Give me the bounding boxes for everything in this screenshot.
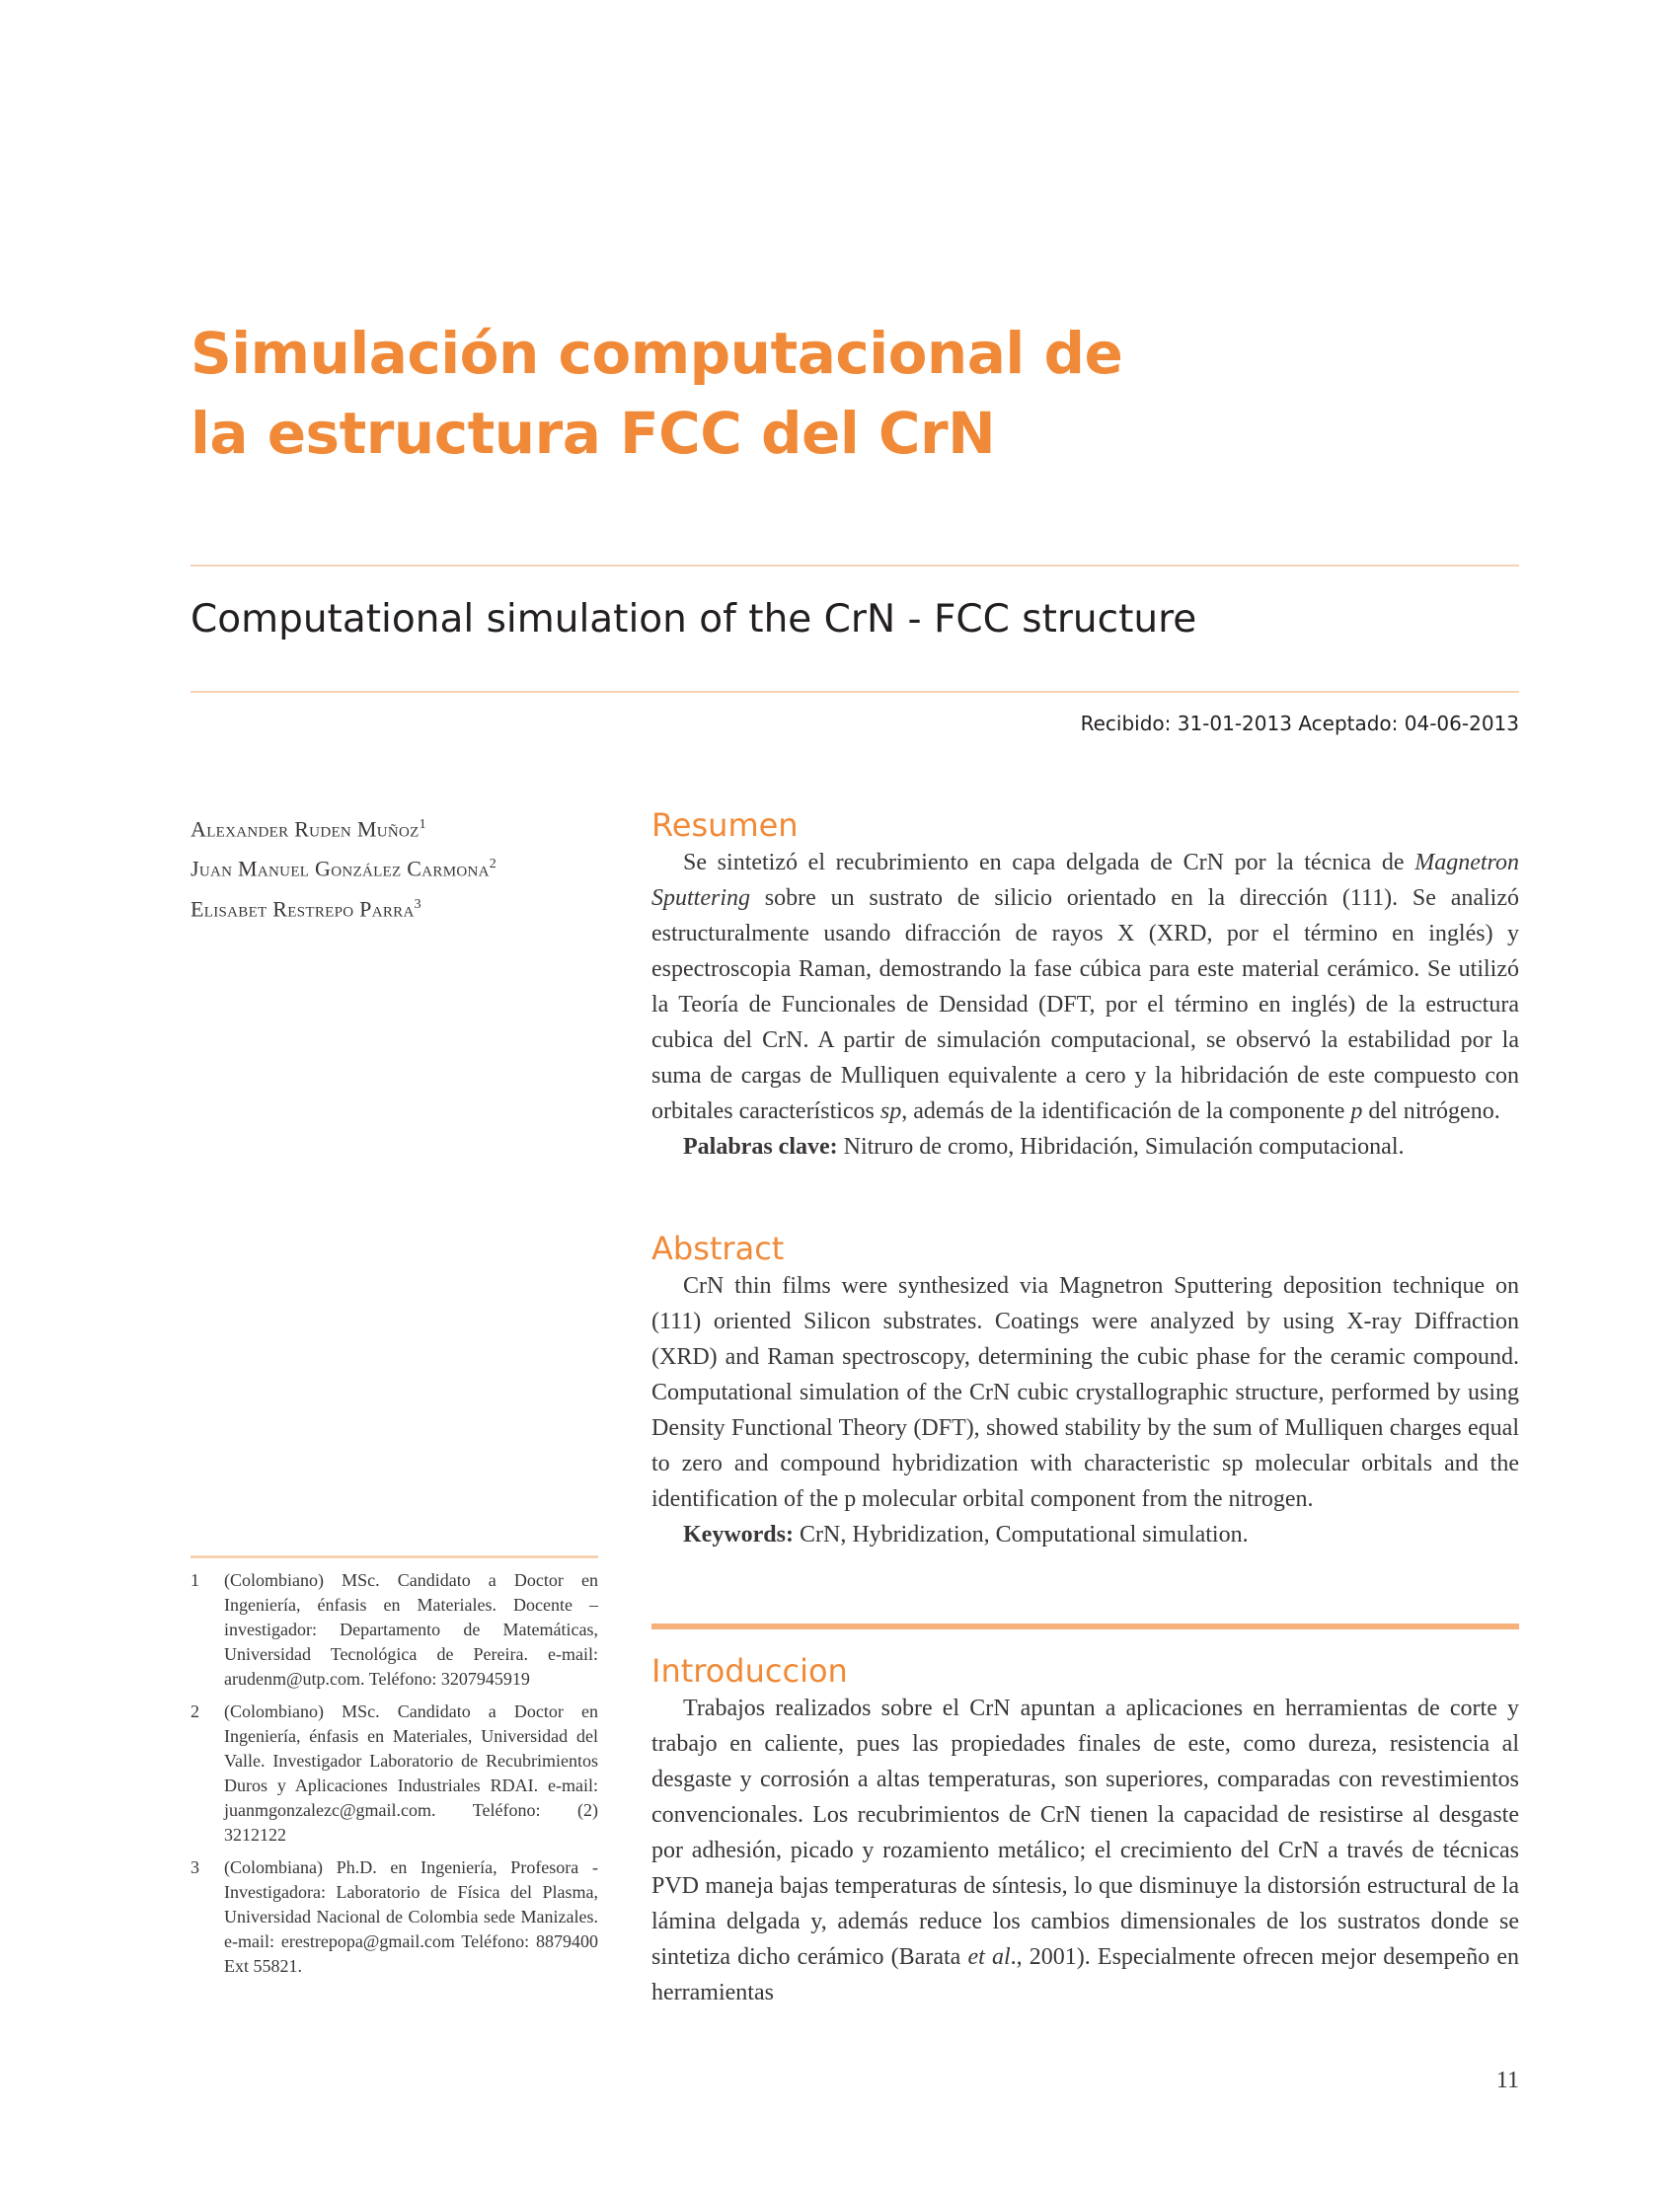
resumen-section [651,805,1519,1165]
footnote-divider [191,1555,598,1558]
author-footnote-marker: 2 [489,857,497,872]
footnote-number: 2 [191,1701,199,1721]
intro-text: Trabajos realizados sobre el CrN apuntan a aplicaciones en herramientas de corte y trabajo en caliente, pues las propiedades finales de este, como dureza, resistencia al desgaste y corrosión a altas temperaturas, son superiores, comparadas con revestimientos convencionales. Los recubrimientos de CrN tienen la capacidad de resistirse al desgaste por adhesión, picado y rozamiento metálico; el crecimiento del CrN a través de técnicas PVD maneja bajas temperaturas de síntesis, lo que disminuye la distorsión estructural de la lámina delgada y, además reduce los cambios dimensionales de los sustratos donde se sintetiza dicho cerámico (Barata [651,1696,1519,1970]
introduccion-section [651,1651,1519,2010]
resumen-body [651,845,1519,1129]
title-divider-top [191,565,1519,567]
author-list [191,807,615,927]
footnote-2 [191,1700,598,1848]
keywords-text: Nitruro de cromo, Hibridación, Simulación computacional. [837,1134,1405,1160]
palabras-clave [651,1129,1519,1165]
author-footnote-marker: 3 [414,896,421,912]
section-divider [651,1624,1519,1629]
author-name: Elisabet Restrepo Parra [191,895,415,921]
title-line-1: Simulación computacional de [191,320,1123,387]
article-title [191,314,1474,474]
title-divider-bottom [191,691,1519,693]
footnote-text: (Colombiano) MSc. Candidato a Doctor en Ingeniería, énfasis en Materiales, Universidad del Valle. Investigador Laboratorio de Recubrimientos Duros y Aplicaciones Industriales RDAI. e-mail: juanmgonzalezc@gmail.com. Teléfono: (2) 3212122 [224,1701,598,1845]
title-line-2: la estructura FCC del CrN [191,400,996,467]
resumen-italic-term: Magnetron Sputtering [651,850,1519,911]
keywords-label: Keywords: [683,1522,794,1548]
keywords [651,1517,1519,1552]
footnote-text: (Colombiano) MSc. Candidato a Doctor en Ingeniería, énfasis en Materiales. Docente – investigador: Departamento de Matemáticas, Universidad Tecnológica de Pereira. e-mail: arudenm@utp.com. Teléfono: 3207945919 [224,1570,598,1689]
intro-heading: Introduccion [651,1652,848,1690]
intro-body [651,1691,1519,2010]
resumen-text: sobre un sustrato de silicio orientado en la dirección (111). Se analizó estructuralmente usando difracción de rayos X (XRD, por el término en inglés) y espectroscopia Raman, demostrando la fase cúbica para este material cerámico. Se utilizó la Teoría de Funcionales de Densidad (DFT, por el término en inglés) de la estructura cubica del CrN. A partir de simulación computacional, se observó la estabilidad por la suma de cargas de Mulliquen equivalente a cero y la hibridación de este compuesto con orbitales característicos [651,885,1519,1124]
keywords-text: CrN, Hybridization, Computational simulation. [793,1522,1249,1548]
footnote-number: 3 [191,1857,199,1877]
intro-italic-term: et al [967,1944,1011,1970]
footnote-number: 1 [191,1570,199,1590]
footnote-3 [191,1855,598,1979]
author-name: Alexander Ruden Muñoz [191,816,420,842]
author-2 [191,847,615,886]
footnote-text: (Colombiana) Ph.D. en Ingeniería, Profesora - Investigadora: Laboratorio de Física del Plasma, Universidad Nacional de Colombia sede Manizales. e-mail: erestrepopa@gmail.com Teléfono: 8879400 Ext 55821. [224,1857,598,1976]
resumen-heading: Resumen [651,806,799,844]
keywords-label: Palabras clave: [683,1134,838,1160]
abstract-body: CrN thin films were synthesized via Magnetron Sputtering deposition technique on (111) oriented Silicon substrates. Coatings were analyzed by using X-ray Diffraction (XRD) and Raman spectroscopy, determining the cubic phase for the ceramic compound. Computational simulation of the CrN cubic crystallographic structure, performed by using Density Functional Theory (DFT), showed stability by the sum of Mulliquen charges equal to zero and compound hybridization with characteristic sp molecular orbitals and the identification of the p molecular orbital component from the nitrogen. [651,1273,1519,1512]
resumen-text: , además de la identificación de la componente [901,1098,1351,1124]
resumen-text: del nitrógeno. [1362,1098,1500,1124]
author-1 [191,807,615,847]
author-name: Juan Manuel González Carmona [191,856,490,881]
author-footnote-marker: 1 [419,817,426,832]
intro-text: ., 2001). Especialmente ofrecen mejor desempeño en herramientas [651,1944,1520,2005]
resumen-text: Se sintetizó el recubrimiento en capa delgada de CrN por la técnica de [683,850,1415,875]
footnotes [191,1568,598,1987]
author-3 [191,887,615,927]
abstract-heading: Abstract [651,1230,785,1267]
abstract-section [651,1229,1519,1552]
resumen-italic-term: p [1350,1098,1363,1124]
english-subtitle: Computational simulation of the CrN - FCC structure [191,597,1197,642]
page-number: 11 [1495,2068,1519,2093]
received-accepted-dates: Recibido: 31-01-2013 Aceptado: 04-06-2013 [1080,712,1519,735]
resumen-italic-term: sp [879,1098,902,1124]
footnote-1 [191,1568,598,1692]
